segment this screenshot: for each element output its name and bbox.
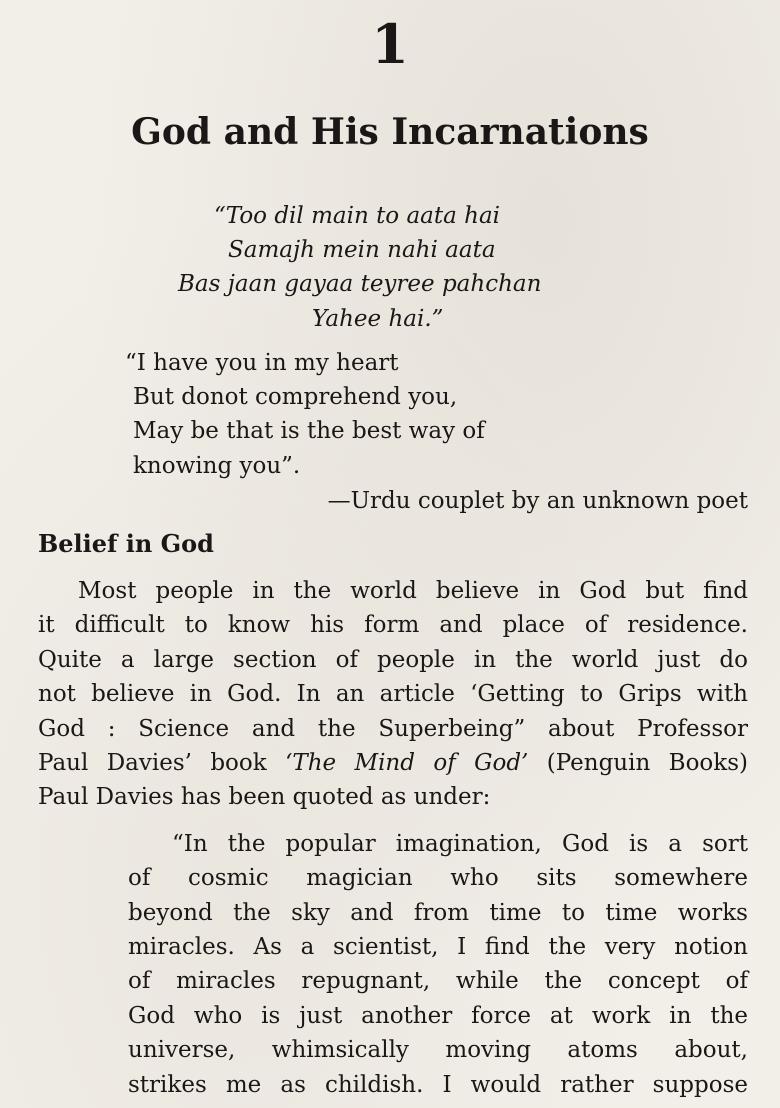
epigraph-urdu-line-4: Yahee hai.” [312, 306, 444, 332]
paragraph-text: Paul Davies’ book [38, 750, 286, 776]
paragraph-line: it difficult to know his form and place of residence. [38, 612, 748, 638]
quote-line: miracles. As a scientist, I find the very notion [128, 934, 748, 960]
book-title: ‘The Mind of God’ [285, 750, 529, 776]
section-heading: Belief in God [38, 529, 214, 558]
paragraph-line: God : Science and the Superbeing” about Professor [38, 716, 748, 742]
quote-line: of cosmic magician who sits somewhere [128, 865, 748, 891]
paragraph-line: not believe in God. In an article ‘Getting to Grips with [38, 681, 748, 707]
quote-line: God who is just another force at work in the [128, 1003, 748, 1029]
epigraph-urdu-line-3: Bas jaan gayaa teyree pahchan [178, 271, 542, 297]
quote-line: strikes me as childish. I would rather suppose [128, 1072, 748, 1098]
epigraph-translation-line-3: May be that is the best way of [133, 418, 485, 444]
chapter-number: 1 [371, 12, 409, 76]
quote-line: of miracles repugnant, while the concept of [128, 968, 748, 994]
chapter-title: God and His Incarnations [131, 111, 649, 153]
epigraph-urdu-line-2: Samajh mein nahi aata [228, 237, 496, 263]
quote-line: universe, whimsically moving atoms about, [128, 1037, 748, 1063]
paragraph-line: Quite a large section of people in the world just do [38, 647, 748, 673]
epigraph-attribution: —Urdu couplet by an unknown poet [327, 488, 748, 514]
epigraph-translation-line-1: “I have you in my heart [125, 350, 399, 376]
paragraph-line: Paul Davies has been quoted as under: [38, 784, 491, 810]
quote-line: “In the popular imagination, God is a sort [172, 831, 748, 857]
epigraph-translation-line-2: But donot comprehend you, [133, 384, 458, 410]
quote-line: beyond the sky and from time to time works [128, 900, 748, 926]
paragraph-line-with-book-title [38, 746, 748, 780]
paragraph-text: (Penguin Books) [528, 750, 748, 776]
epigraph-urdu-line-1: “Too dil main to aata hai [214, 203, 501, 229]
epigraph-translation-line-4: knowing you”. [133, 453, 301, 479]
paragraph-line: Most people in the world believe in God but find [78, 578, 748, 604]
